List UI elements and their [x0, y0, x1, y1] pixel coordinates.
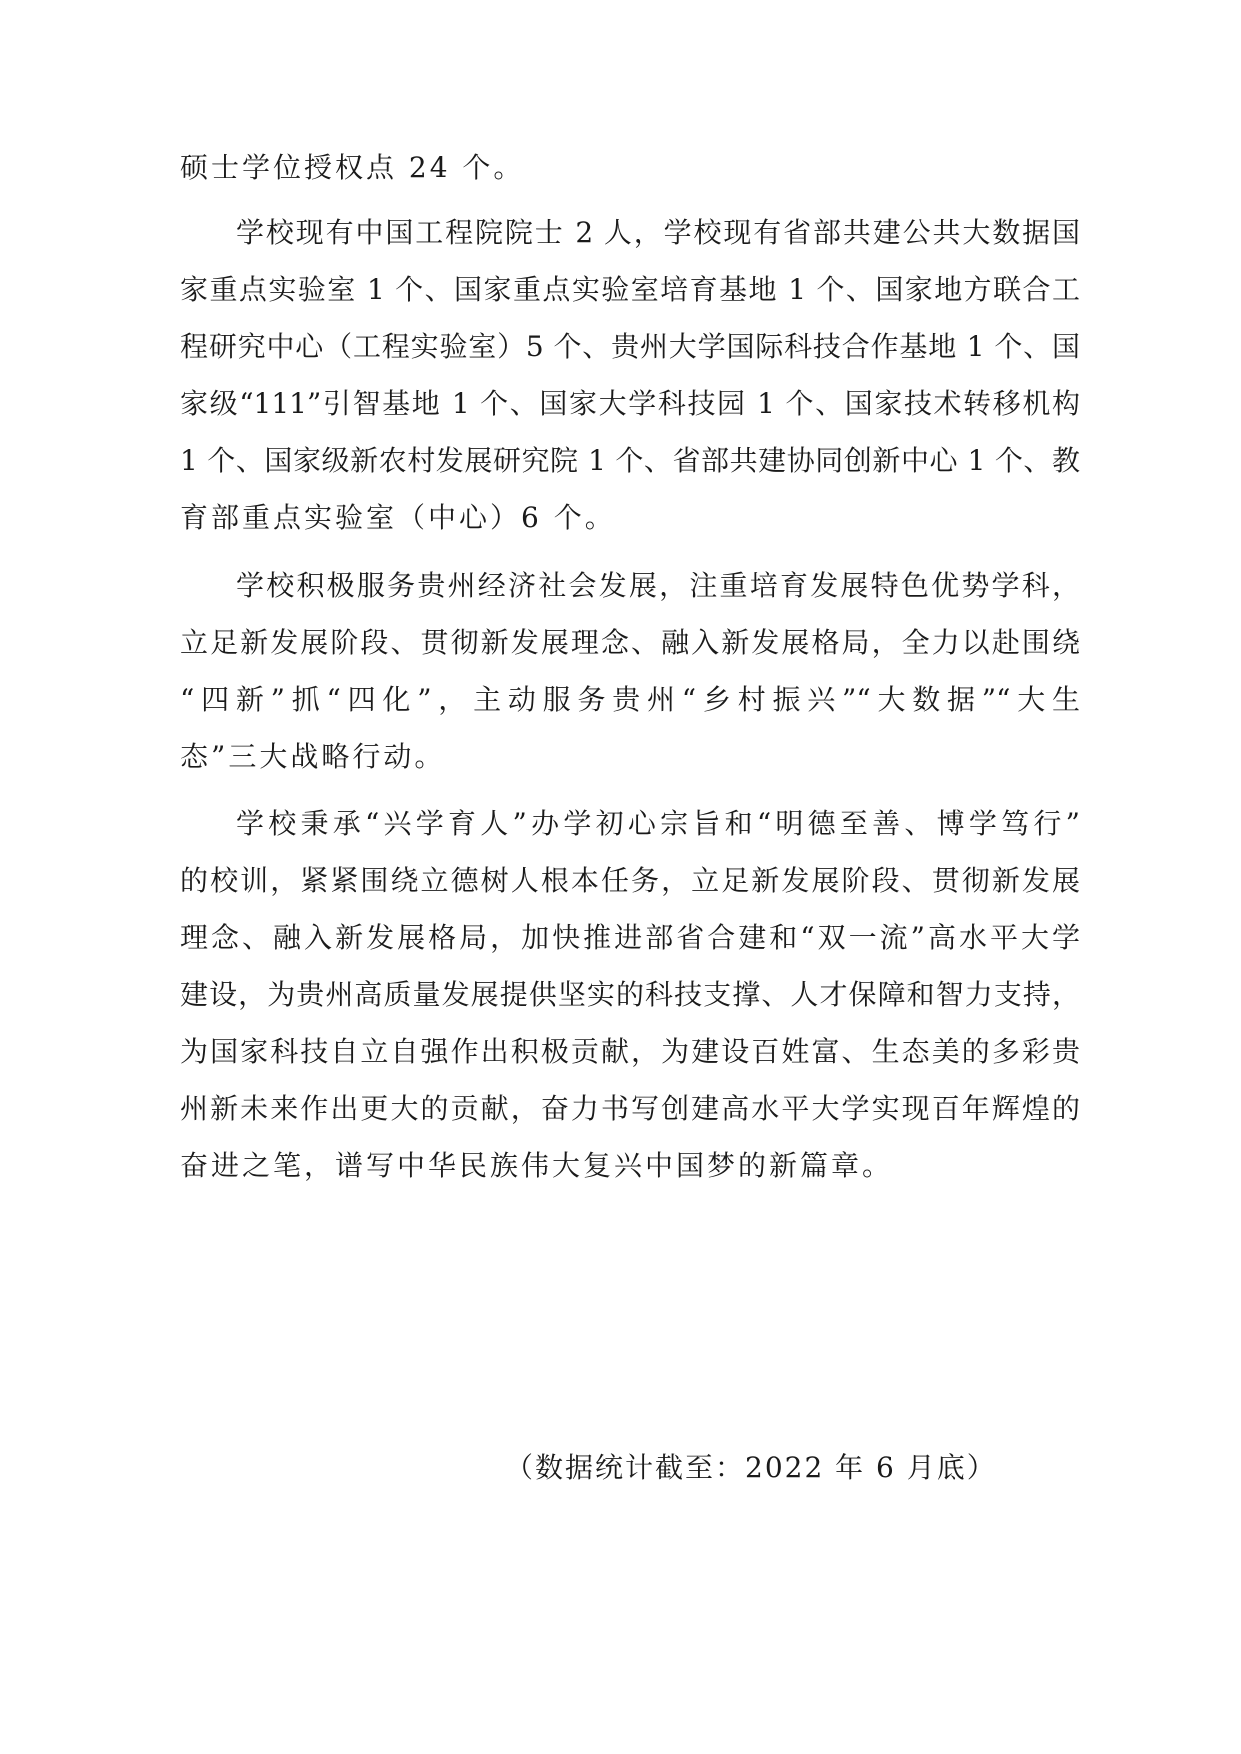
paragraph-2-line-4: 家级“111”引智基地 1 个、国家大学科技园 1 个、国家技术转移机构: [180, 387, 1080, 420]
paragraph-4-line-1: 学校秉承“兴学育人”办学初心宗旨和“明德至善、博学笃行”: [236, 807, 1080, 840]
paragraph-2-line-2: 家重点实验室 1 个、国家重点实验室培育基地 1 个、国家地方联合工: [180, 273, 1080, 306]
paragraph-3-line-4: 态”三大战略行动。: [180, 740, 446, 773]
paragraph-3-line-3: “四新”抓“四化”，主动服务贵州“乡村振兴”“大数据”“大生: [180, 683, 1080, 716]
data-cutoff-note: （数据统计截至：2022 年 6 月底）: [505, 1451, 997, 1484]
paragraph-2-line-6: 育部重点实验室（中心）6 个。: [180, 501, 616, 534]
paragraph-4-line-2: 的校训，紧紧围绕立德树人根本任务，立足新发展阶段、贯彻新发展: [180, 864, 1080, 897]
paragraph-4-line-5: 为国家科技自立自强作出积极贡献，为建设百姓富、生态美的多彩贵: [180, 1035, 1080, 1068]
paragraph-4-line-4: 建设，为贵州高质量发展提供坚实的科技支撑、人才保障和智力支持，: [180, 978, 1080, 1011]
paragraph-1-line-1: 硕士学位授权点 24 个。: [180, 151, 525, 184]
paragraph-2-line-1: 学校现有中国工程院院士 2 人，学校现有省部共建公共大数据国: [236, 216, 1080, 249]
paragraph-2-line-3: 程研究中心（工程实验室）5 个、贵州大学国际科技合作基地 1 个、国: [180, 330, 1080, 363]
paragraph-3-line-2: 立足新发展阶段、贯彻新发展理念、融入新发展格局，全力以赴围绕: [180, 626, 1080, 659]
paragraph-2-line-5: 1 个、国家级新农村发展研究院 1 个、省部共建协同创新中心 1 个、教: [180, 444, 1080, 477]
paragraph-4-line-3: 理念、融入新发展格局，加快推进部省合建和“双一流”高水平大学: [180, 921, 1080, 954]
paragraph-4-line-7: 奋进之笔，谱写中华民族伟大复兴中国梦的新篇章。: [180, 1149, 894, 1182]
paragraph-4-line-6: 州新未来作出更大的贡献，奋力书写创建高水平大学实现百年辉煌的: [180, 1092, 1080, 1125]
paragraph-3-line-1: 学校积极服务贵州经济社会发展，注重培育发展特色优势学科，: [236, 569, 1080, 602]
